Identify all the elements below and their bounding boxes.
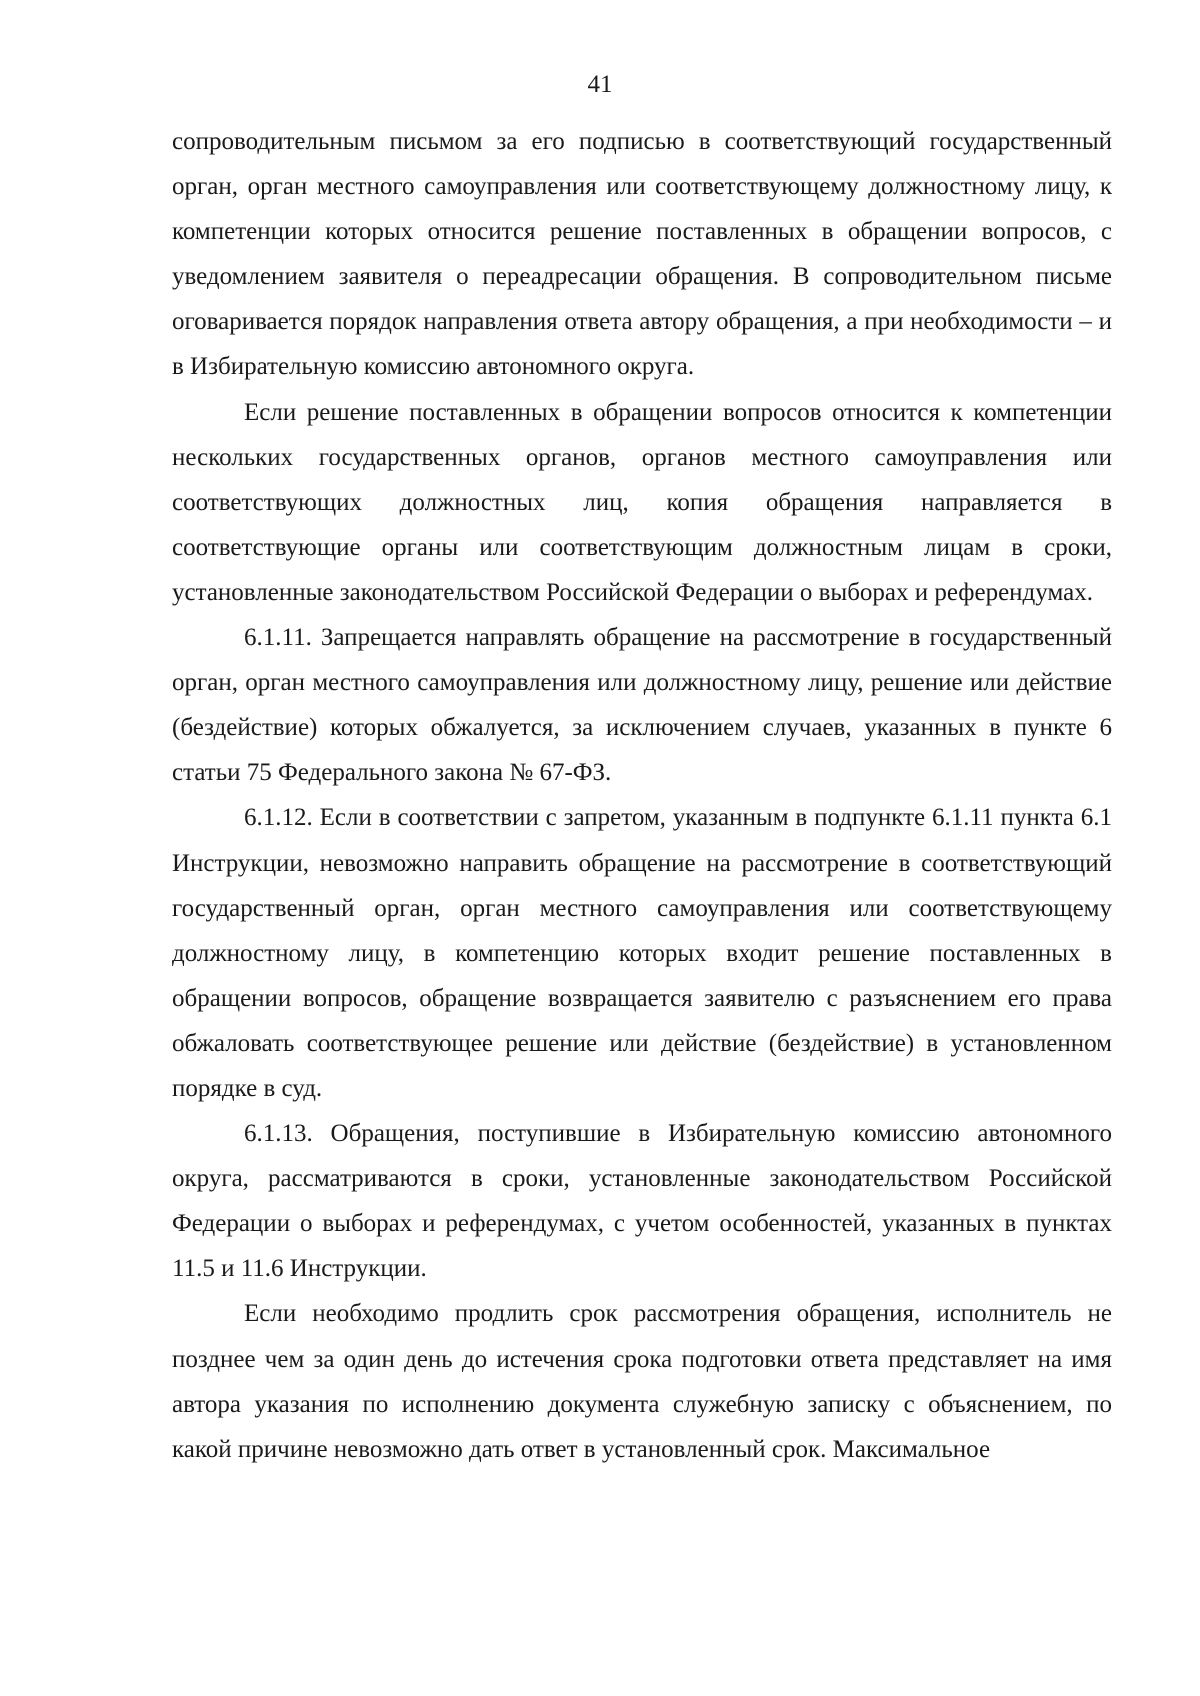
paragraph-extension: Если необходимо продлить срок рассмотрения обращения, исполнитель не позднее чем за один день до истечения срока подготовки ответа представляет на имя автора указания по исполнению документа служебную записку с объяснением, по какой причине невозможно дать ответ в установленный срок. Максимальное: [172, 1300, 1112, 1463]
paragraph-6-1-13: 6.1.13. Обращения, поступившие в Избирательную комиссию автономного округа, рассматриваются в сроки, установленные законодательством Российской Федерации о выборах и референдумах, с учетом особенностей, указанных в пунктах 11.5 и 11.6 Инструкции.: [172, 1120, 1112, 1283]
paragraph-6-1-11: 6.1.11. Запрещается направлять обращение на рассмотрение в государственный орган, орган местного самоуправления или должностному лицу, решение или действие (бездействие) которых обжалуется, за исключением случаев, указанных в пункте 6 статьи 75 Федерального закона № 67-ФЗ.: [172, 624, 1112, 787]
paragraph-forwarding-letter: сопроводительным письмом за его подписью в соответствующий государственный орган, орган местного самоуправления или соответствующему должностному лицу, к компетенции которых относится решение поставленных в обращении вопросов, с уведомлением заявителя о переадресации обращения. В сопроводительном письме оговаривается порядок направления ответа автору обращения, а при необходимости – и в Избирательную комиссию автономного округа.: [172, 128, 1112, 381]
page-number: 41: [587, 71, 613, 98]
paragraph-6-1-12: 6.1.12. Если в соответствии с запретом, указанным в подпункте 6.1.11 пункта 6.1 Инструкции, невозможно направить обращение на рассмотрение в соответствующий государственный орган, орган местного самоуправления или соответствующему должностному лицу, в компетенцию которых входит решение поставленных в обращении вопросов, обращение возвращается заявителю с разъяснением его права обжаловать соответствующее решение или действие (бездействие) в установленном порядке в суд.: [172, 804, 1112, 1102]
paragraph-multiple-bodies: Если решение поставленных в обращении вопросов относится к компетенции нескольких государственных органов, органов местного самоуправления или соответствующих должностных лиц, копия обращения направляется в соответствующие органы или соответствующим должностным лицам в сроки, установленные законодательством Российской Федерации о выборах и референдумах.: [172, 398, 1112, 606]
document-body: [172, 119, 1112, 1472]
